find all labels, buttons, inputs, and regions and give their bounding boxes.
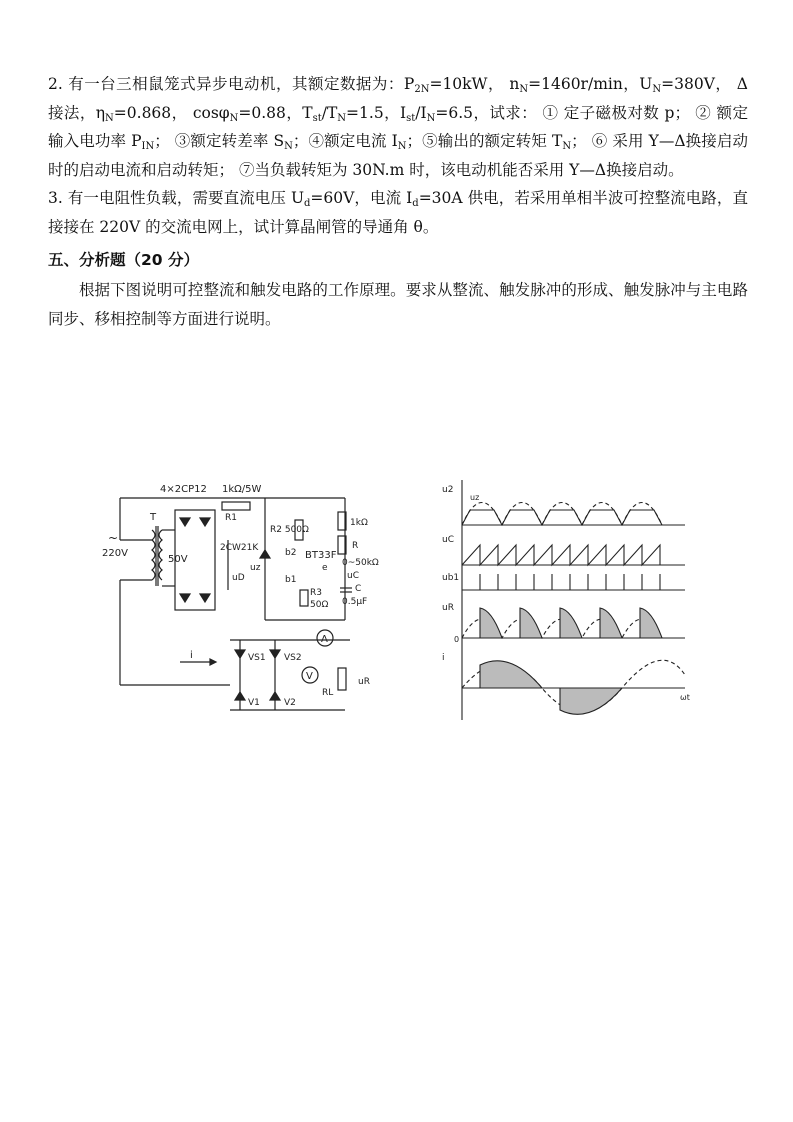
vs1-label: VS1 <box>248 653 266 663</box>
wave-u2-label: u2 <box>442 485 454 495</box>
ist-slash: /I <box>415 103 427 122</box>
question-4-sub: N <box>397 141 407 153</box>
wave-uz-label: uz <box>470 493 480 502</box>
wave-ur-label: uR <box>442 603 454 613</box>
problem-3-text-c: =30A 供电，若采用单相半波可控整流电路，直接接在 220V 的交流电网上，试计算晶闸管的导通角 θ。 <box>48 189 748 236</box>
cos-label: cosφ <box>192 103 230 122</box>
cos-sub: N <box>229 112 239 124</box>
pot-value: 0~50kΩ <box>342 558 379 568</box>
ujt-label: BT33F <box>305 550 337 561</box>
question-1: ① 定子磁极对数 p； <box>542 103 690 122</box>
e-label: e <box>322 563 328 573</box>
waveform-diagram <box>440 470 700 729</box>
question-2-sub: IN <box>141 141 155 153</box>
question-6: ⑥ 采用 Y—Δ换接启动时的启动电流和启动转矩； <box>48 132 748 179</box>
rl-label: RL <box>322 688 334 698</box>
pot-label: R <box>352 541 359 551</box>
tst-value: =1.5， <box>346 103 401 122</box>
mains-label: 220V <box>102 548 128 559</box>
ud-label: uD <box>232 573 245 583</box>
un-label: U <box>639 75 653 93</box>
question-5-end: ； <box>571 132 587 151</box>
p2n-value: =10kW， <box>429 75 504 93</box>
ist-sub2: N <box>426 112 436 124</box>
wave-wt-label: ωt <box>680 693 690 702</box>
circuit-diagram <box>100 470 390 729</box>
ud-sub: d <box>304 198 311 210</box>
ammeter-label: A <box>321 634 328 645</box>
question-5: ⑤输出的额定转矩 T <box>422 132 563 151</box>
problem-3-number: 3. <box>48 189 63 208</box>
r2-label: R2 500Ω <box>270 525 309 535</box>
nn-value: =1460r/min， <box>528 75 640 93</box>
un-value: =380V， <box>661 75 732 93</box>
wave-ub1-label: ub1 <box>442 573 460 583</box>
r1-name: R1 <box>225 513 237 523</box>
uz-label: uz <box>250 563 261 573</box>
cap-label: C <box>355 584 362 594</box>
current-label: i <box>190 650 193 661</box>
p2n-label: P <box>403 75 415 93</box>
secondary-label: 50V <box>168 554 188 565</box>
vs2-label: VS2 <box>284 653 302 663</box>
delta-connection: Δ接法， <box>48 75 748 122</box>
problem-2-intro: 有一台三相鼠笼式异步电动机，其额定数据为： <box>68 75 404 93</box>
problem-3 <box>48 184 748 241</box>
r3-value: 50Ω <box>310 600 329 610</box>
eta-label: η <box>95 103 106 122</box>
section-5-heading: 五、分析题（20 分） <box>48 250 199 269</box>
b2-label: b2 <box>285 548 297 558</box>
b1-label: b1 <box>285 575 297 585</box>
voltmeter-label: V <box>306 671 313 682</box>
question-4: ④额定电流 I <box>308 132 398 151</box>
nn-sub: N <box>519 84 529 95</box>
question-3: ③额定转差率 S <box>174 132 285 151</box>
v2-label: V2 <box>284 698 296 708</box>
v1-label: V1 <box>248 698 260 708</box>
question-7: ⑦当负载转矩为 30N.m 时，该电动机能否采用 Y—Δ换接启动。 <box>238 160 684 179</box>
cap-value: 0.5μF <box>342 597 368 607</box>
uc-label: uC <box>347 571 359 581</box>
transformer-label: T <box>150 512 157 523</box>
ac-tilde: ~ <box>108 531 119 545</box>
r-1k-label: 1kΩ <box>350 518 368 528</box>
question-4-end: ； <box>406 132 422 151</box>
question-3-end: ； <box>292 132 309 151</box>
wave-zero-label: 0 <box>454 635 460 644</box>
un-sub: N <box>652 84 662 95</box>
problem-2 <box>48 70 748 184</box>
r1-label: 1kΩ/5W <box>222 484 262 495</box>
question-2-end: ； <box>154 132 170 151</box>
section-5-body: 根据下图说明可控整流和触发电路的工作原理。要求从整流、触发脉冲的形成、触发脉冲与主电路同步、移相控制等方面进行说明。 <box>48 281 748 328</box>
wave-i-label: i <box>442 653 445 663</box>
tst-label: T <box>302 103 313 122</box>
p2n-sub: 2N <box>414 84 430 95</box>
eta-value: =0.868， <box>113 103 188 122</box>
ist-label: I <box>400 103 407 122</box>
problem-3-text-a: 有一电阻性负载，需要直流电压 U <box>67 189 305 208</box>
tst-slash: /T <box>321 103 338 122</box>
question-2: ② 额定输入电功率 P <box>48 103 748 151</box>
problem-3-text-b: =60V，电流 I <box>310 189 413 208</box>
zener-label: 2CW21K <box>220 543 259 553</box>
text-block <box>48 70 748 333</box>
problem-2-number: 2. <box>48 75 63 93</box>
diodes-label: 4×2CP12 <box>160 484 207 495</box>
r3-label: R3 <box>310 588 322 598</box>
ist-sub: st <box>406 112 416 124</box>
eta-sub: N <box>105 112 114 124</box>
ist-value: =6.5，试求： <box>435 103 538 122</box>
ur-label: uR <box>358 677 370 687</box>
nn-label: n <box>509 75 520 93</box>
question-5-sub: N <box>562 141 572 153</box>
question-3-sub: N <box>284 141 293 153</box>
cos-value: =0.88， <box>238 103 303 122</box>
id-sub: d <box>412 198 419 210</box>
tst-sub: st <box>312 112 322 124</box>
wave-uc-label: uC <box>442 535 454 545</box>
tst-sub2: N <box>337 112 347 124</box>
